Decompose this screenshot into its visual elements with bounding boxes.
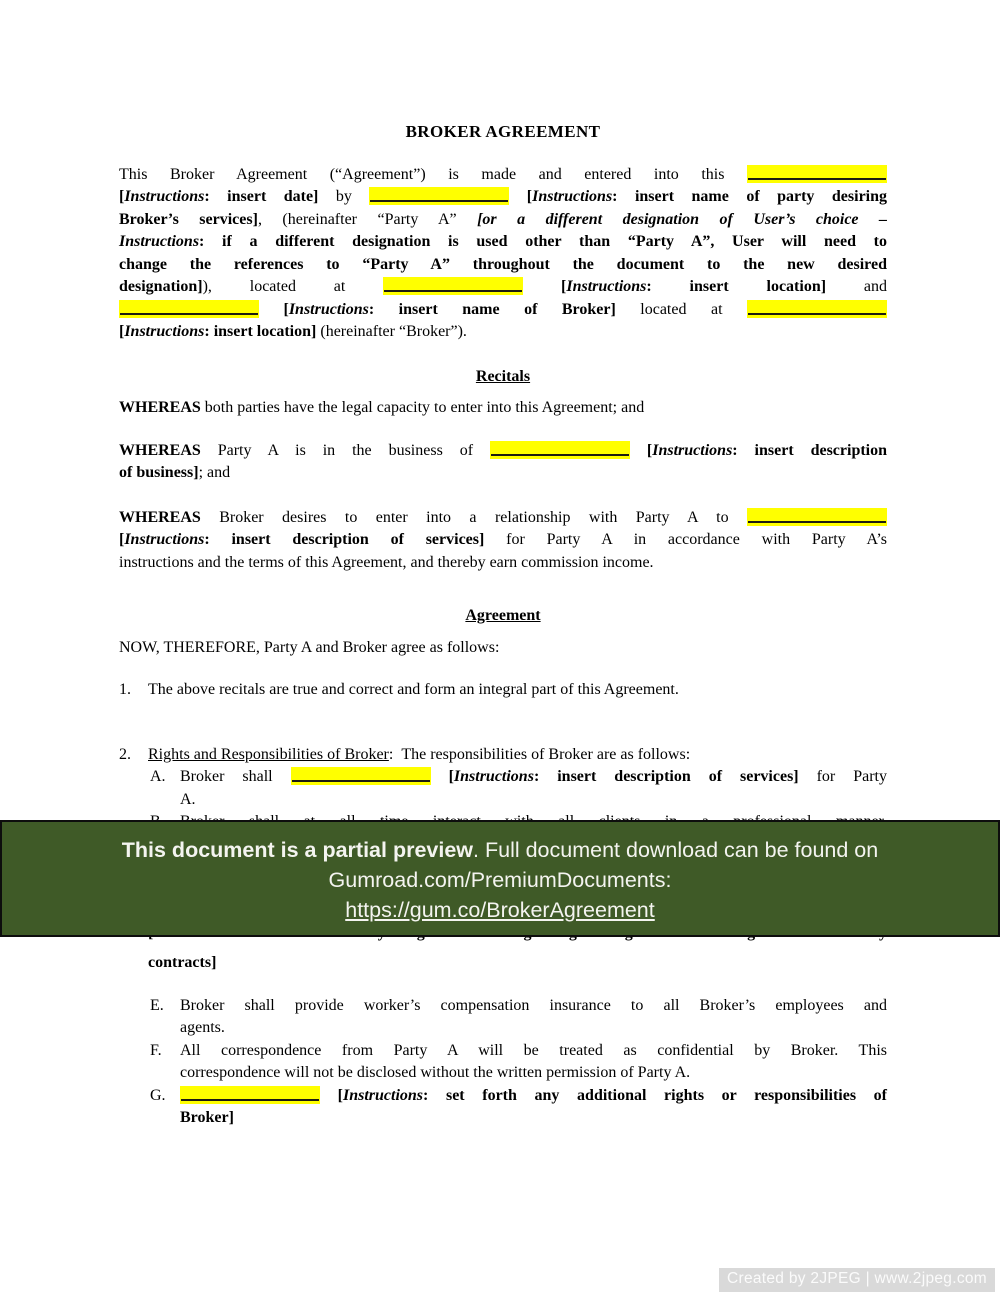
text-run: : if a different designation is used other than “Party A”, User will need to	[199, 233, 887, 250]
fill-in-blank-highlight	[119, 300, 259, 318]
text-line	[119, 366, 887, 389]
text-run: Instructions	[566, 278, 647, 295]
text-run	[320, 1087, 338, 1104]
text-line	[119, 321, 887, 344]
text-run: Instructions	[288, 300, 369, 318]
text-run	[509, 188, 526, 205]
text-run	[630, 442, 647, 459]
text-line	[119, 209, 887, 232]
text-run: [or a different designation of User’s choice –	[477, 210, 887, 228]
now-therefore	[119, 637, 887, 660]
text-run: instructions and the terms of this Agreement, and thereby earn commission income.	[119, 553, 654, 571]
text-run: Agreement	[465, 607, 541, 624]
text-run: Broker’s services]	[119, 210, 258, 228]
text-run: : insert date]	[204, 188, 319, 205]
text-run: : insert location]	[646, 278, 827, 295]
document-title	[119, 121, 887, 144]
text-run: (hereinafter “Broker”).	[316, 323, 467, 340]
fill-in-blank-highlight	[490, 441, 630, 459]
text-run: [	[119, 531, 125, 548]
text-run: both parties have the legal capacity to enter into this Agreement; and	[200, 399, 645, 416]
text-run: [	[283, 300, 289, 318]
text-run: : insert description of services]	[533, 768, 799, 785]
text-run: Recitals	[475, 367, 531, 385]
text-line	[180, 1107, 887, 1130]
text-run: This Broker Agreement (“Agreement”) is made and entered into this	[119, 165, 747, 183]
text-line	[180, 1040, 887, 1063]
text-run: and	[826, 278, 887, 295]
whereas-2	[119, 440, 887, 485]
banner-download-link[interactable]: https://gum.co/BrokerAgreement	[345, 898, 655, 922]
banner-line-3	[2, 895, 998, 925]
text-run	[431, 768, 449, 785]
text-line	[180, 1085, 887, 1108]
text-line	[119, 440, 887, 463]
text-line	[119, 397, 887, 420]
list-marker: 2.	[119, 745, 131, 763]
text-line	[119, 299, 887, 322]
text-run: [	[526, 188, 533, 205]
text-line	[148, 679, 887, 702]
whereas-3	[119, 507, 887, 575]
banner-regular-text: . Full document download can be found on	[473, 838, 879, 862]
text-run: : The responsibilities of Broker are as follows:	[388, 745, 691, 763]
text-run: Broker]	[180, 1109, 234, 1126]
text-run: change the references to “Party A” throughout the document to the new desired	[119, 255, 887, 273]
text-run: [	[337, 1086, 343, 1104]
clause-2	[119, 744, 887, 767]
fill-in-blank-highlight	[747, 508, 887, 526]
text-run: [	[119, 188, 125, 205]
text-line	[119, 276, 887, 299]
text-run: WHEREAS	[119, 441, 201, 459]
text-run: Broker desires to enter into a relationship with Party A to	[200, 508, 747, 526]
text-line	[119, 637, 887, 660]
text-run: by	[318, 188, 370, 205]
text-run: [	[448, 768, 454, 785]
list-marker: F.	[150, 1041, 162, 1059]
text-run: WHEREAS	[119, 508, 201, 526]
fill-in-blank-highlight	[291, 767, 431, 785]
watermark-text: Created by 2JPEG | www.2jpeg.com	[726, 1270, 987, 1287]
text-line	[119, 254, 887, 277]
text-line	[180, 1062, 887, 1085]
text-run: : insert location]	[204, 323, 317, 340]
preview-banner	[0, 820, 1000, 937]
text-run: Broker shall	[180, 768, 291, 785]
text-run: of business]	[119, 464, 199, 481]
recitals-heading	[119, 366, 887, 389]
clause-2e	[119, 995, 887, 1040]
text-line	[180, 1017, 887, 1040]
text-run: Rights and Responsibilities of Broker	[148, 745, 389, 763]
text-run: designation]	[119, 278, 203, 295]
list-marker: 1.	[119, 681, 131, 698]
text-line	[119, 164, 887, 187]
text-run: Instructions	[124, 188, 205, 205]
contracts-line	[119, 952, 887, 975]
fill-in-blank-highlight	[180, 1086, 320, 1104]
text-run: contracts]	[148, 954, 217, 971]
watermark	[719, 1268, 995, 1292]
text-run: located at	[615, 300, 747, 318]
text-run: ), located at	[202, 278, 384, 295]
text-line	[180, 995, 887, 1018]
whereas-1	[119, 397, 887, 420]
text-line	[119, 552, 887, 575]
clause-2g	[119, 1085, 887, 1130]
text-run: : insert description of services]	[204, 531, 485, 548]
text-run: Instructions	[124, 323, 205, 340]
text-run	[523, 278, 561, 295]
agreement-heading	[119, 605, 887, 628]
text-line	[148, 744, 887, 767]
text-run: ; and	[198, 464, 231, 481]
text-line	[119, 231, 887, 254]
fill-in-blank-highlight	[383, 277, 523, 295]
clause-1	[119, 679, 887, 702]
text-line	[119, 605, 887, 628]
clause-2f	[119, 1040, 887, 1085]
text-run: Instructions	[453, 768, 534, 785]
text-line	[119, 462, 887, 485]
list-marker: E.	[150, 996, 164, 1014]
text-line	[180, 789, 887, 812]
text-run: WHEREAS	[119, 399, 201, 416]
text-line	[119, 121, 887, 144]
list-marker: A.	[150, 768, 166, 785]
text-run: : insert name of Broker]	[368, 300, 616, 318]
text-run: Instructions	[119, 233, 200, 250]
text-run: Party A is in the business of	[200, 441, 490, 459]
fill-in-blank-highlight	[747, 300, 887, 318]
text-run: for Party	[798, 768, 888, 785]
clause-2a	[119, 766, 887, 811]
fill-in-blank-highlight	[369, 187, 509, 205]
text-run: Instructions	[532, 188, 613, 205]
text-line	[180, 766, 887, 789]
text-run: : set forth any additional rights or responsibilities of	[423, 1086, 888, 1104]
text-line	[119, 186, 887, 209]
list-marker: G.	[150, 1086, 166, 1104]
text-run: correspondence will not be disclosed without the written permission of Party A.	[180, 1064, 691, 1081]
text-run: agents.	[180, 1019, 225, 1036]
text-run	[259, 301, 283, 318]
text-run: : insert description	[732, 441, 888, 459]
text-run: [	[119, 323, 125, 340]
text-run: The above recitals are true and correct and form an integral part of this Agreement.	[148, 681, 679, 698]
text-run: [	[646, 441, 653, 459]
text-run: Broker shall provide worker’s compensation insurance to all Broker’s employees and	[180, 996, 887, 1014]
text-run: Instructions	[342, 1086, 424, 1104]
banner-line-2: Gumroad.com/PremiumDocuments:	[328, 868, 672, 892]
banner-line-1	[2, 835, 998, 865]
intro-paragraph	[119, 164, 887, 344]
text-run: NOW, THEREFORE, Party A and Broker agree as follows:	[119, 638, 500, 656]
text-line	[119, 529, 887, 552]
fill-in-blank-highlight	[747, 165, 887, 183]
text-run: Instructions	[652, 441, 733, 459]
text-run: for Party A in accordance with Party A’s	[484, 531, 887, 548]
document-body	[119, 121, 887, 1130]
text-run: BROKER AGREEMENT	[405, 122, 601, 141]
text-run: Instructions	[124, 531, 205, 548]
text-line	[119, 507, 887, 530]
text-run: , (hereinafter “Party A”	[257, 210, 478, 228]
text-run: : insert name of party desiring	[612, 188, 888, 205]
text-run: [	[561, 278, 567, 295]
text-run: A.	[180, 790, 196, 808]
text-line	[148, 952, 887, 975]
banner-bold-text: This document is a partial preview	[121, 838, 474, 862]
text-run: All correspondence from Party A will be treated as confidential by Broker. This	[180, 1041, 887, 1059]
